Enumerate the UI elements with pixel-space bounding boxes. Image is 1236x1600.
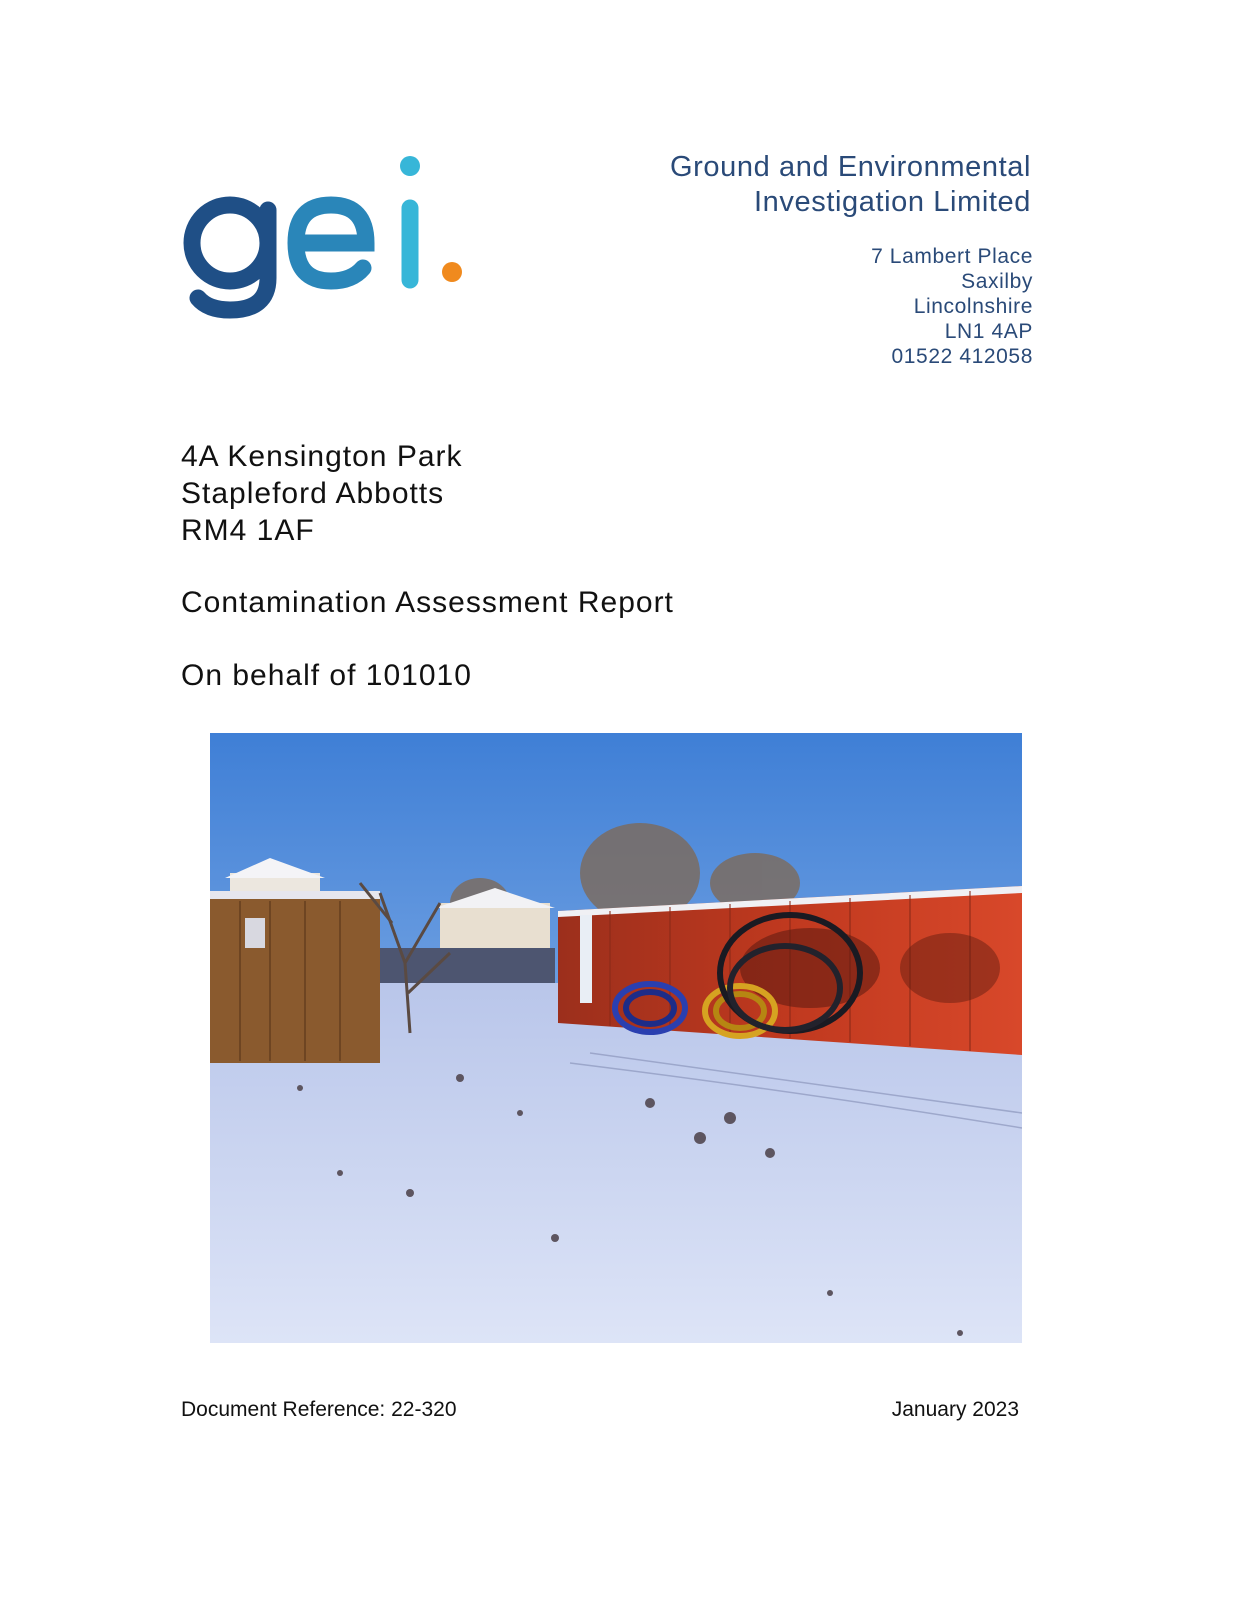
address-county: Lincolnshire xyxy=(913,295,1033,318)
site-address xyxy=(181,438,463,549)
address-town: Saxilby xyxy=(961,270,1033,293)
company-name-line-1: Ground and Environmental xyxy=(670,151,1031,183)
client-line: On behalf of 101010 xyxy=(181,659,472,692)
company-address xyxy=(633,244,1033,369)
site-photo xyxy=(210,733,1022,1343)
company-name xyxy=(511,150,1031,220)
site-line-2: Stapleford Abbotts xyxy=(181,477,445,510)
company-name-line-2: Investigation Limited xyxy=(754,186,1031,218)
address-phone: 01522 412058 xyxy=(891,345,1033,368)
document-reference: Document Reference: 22-320 xyxy=(181,1398,457,1421)
site-line-3: RM4 1AF xyxy=(181,514,315,547)
address-street: 7 Lambert Place xyxy=(871,245,1033,268)
address-postcode: LN1 4AP xyxy=(944,320,1033,343)
gei-logo xyxy=(180,148,480,328)
report-title: Contamination Assessment Report xyxy=(181,586,674,619)
site-line-1: 4A Kensington Park xyxy=(181,440,463,473)
document-date: January 2023 xyxy=(891,1398,1019,1421)
